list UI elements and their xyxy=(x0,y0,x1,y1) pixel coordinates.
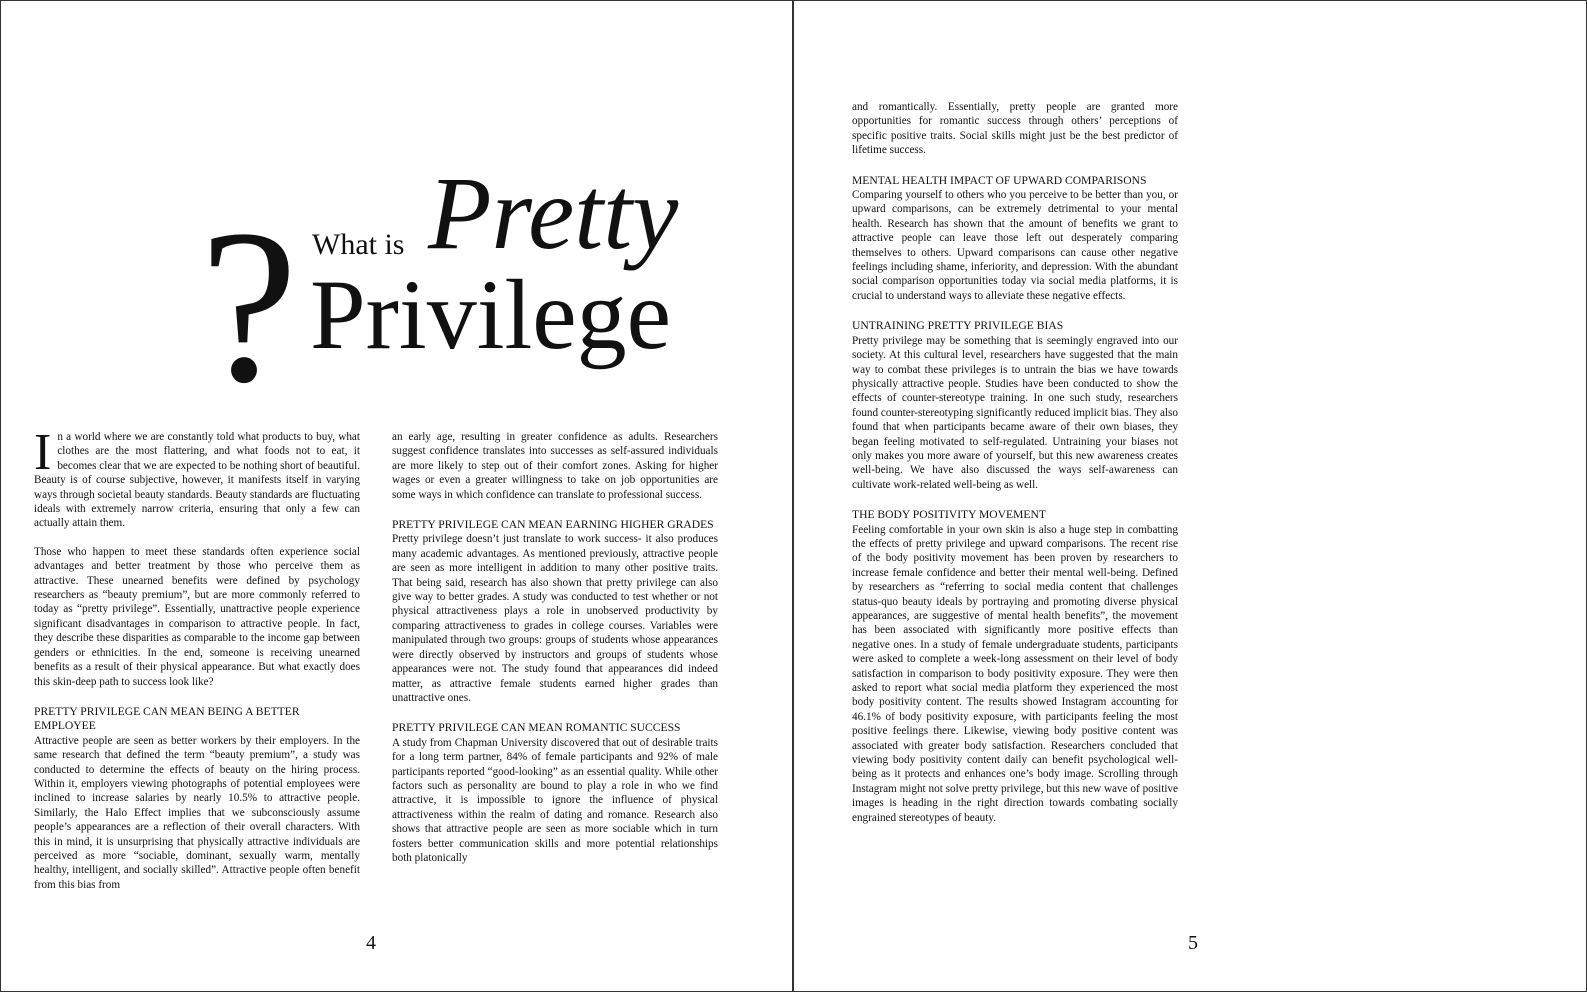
body-romantic-success: A study from Chapman University discovered that out of desirable traits for a long term partner, 84% of female participants and 92% of male participants reported “good-looking” as an essential quality. While other factors such as personality are bound to play a role in who we find attractive, it is impossible to ignore the influence of physical attractiveness within the realm of dating and romance. Research also shows that attractive people are seen as more sociable which in turn fosters better communication skills and more potential relationships both platonically xyxy=(392,736,718,864)
heading-mental-health: MENTAL HEALTH IMPACT OF UPWARD COMPARISONS xyxy=(852,173,1147,187)
body-better-employee: Attractive people are seen as better workers by their employers. In the same research that defined the term “beauty premium”, a study was conducted to determine the effects of beauty on the hiring process. Within it, employers viewing photographs of potential employees were inclined to increase salaries by nearly 10.5% to attractive people. Similarly, the Halo Effect implies that we subconsciously assume people’s appearances are a reflection of their overall characters. With this in mind, it is unsurprising that physically attractive individuals are perceived as more “sociable, dominant, sexually warm, mentally healthy, intelligent, and socially skilled”. Attractive people often benefit from this bias from xyxy=(34,734,360,891)
continuation-romantic: and romantically. Essentially, pretty people are granted more opportunities for romantic success through others’ perceptions of specific positive traits. Social skills might just be the best predictor of lifetime success. xyxy=(852,101,1178,157)
page-number-left: 4 xyxy=(366,932,376,954)
title-privilege: Privilege xyxy=(310,259,672,370)
drop-cap: I xyxy=(34,424,52,481)
heading-untraining-bias: UNTRAINING PRETTY PRIVILEGE BIAS xyxy=(852,319,1064,333)
heading-better-employee: PRETTY PRIVILEGE CAN MEAN BEING A BETTER EMPLOYEE xyxy=(34,704,300,733)
left-column-2 xyxy=(392,430,718,865)
continuation-confidence: an early age, resulting in greater confidence as adults. Researchers suggest confidence translates into successes as self-assured individuals are more likely to step out of their comfort zones. Asking for higher wages or even a greater willingness to take on job opportunities are some ways in which confidence can translate to professional success. xyxy=(392,431,718,501)
body-body-positivity: Feeling comfortable in your own skin is also a huge step in combatting the effects of pretty privilege and upward comparisons. The recent rise of the body positivity movement has been proven by researchers to increase female confidence and better their mental well-being. Defined by researchers as “referring to social media content that challenges status-quo beauty ideals by portraying and promoting diverse physical appearances, are suggestive of mental health benefits”, the movement has been associated with significantly more positive effects than negative ones. In a study of female undergraduate students, participants were asked to complete a week-long assessment on their level of body satisfaction in comparison to body positivity exposure. They were then asked to report what social media platform they experienced the most body positivity content. The results showed Instagram accounting for 46.1% of body positivity exposure, with participants feeling the most positive feelings there. Likewise, viewing body positive content was associated with greater body satisfaction. Researchers concluded that viewing body positivity content daily can benefit psychological well-being as it protects and enhances one’s body image. Scrolling through Instagram might not solve pretty privilege, but this new wave of positive images is heading in the right direction towards combating socially engrained stereotypes of beauty. xyxy=(852,523,1178,824)
body-untraining-bias: Pretty privilege may be something that is seemingly engraved into our society. At this cultural level, researchers have suggested that the main way to combat these privileges is to untrain the bias we have towards physically attractive people. Studies have been conducted to show the effects of counter-stereotype training. In one such study, researchers found counter-stereotyping significantly reduced implicit bias. They also found that when participants became aware of their own biases, they began feeling motivated to self-regulated. Untraining your biases not only makes you more aware of yourself, but this new awareness creates well-being. We have also discussed the ways self-awareness can cultivate work-related well-being as well. xyxy=(852,334,1178,491)
intro-text-1: n a world where we are constantly told what products to buy, what clothes are the most flattering, and what foods not to eat, it becomes clear that we are expected to be nothing short of beautiful. Beauty is of course subjective, however, it manifests itself in varying ways through societal beauty standards. Beauty standards are fluctuating ideals with extremely narrow criteria, ensuring that only a few can actually attain them. xyxy=(34,431,360,530)
heading-higher-grades: PRETTY PRIVILEGE CAN MEAN EARNING HIGHER GRADES xyxy=(392,518,714,532)
question-mark: ? xyxy=(200,184,298,428)
title-what-is: What is xyxy=(312,228,405,261)
intro-paragraph-2: Those who happen to meet these standards often experience social advantages and better treatment by those who perceive them as attractive. These unearned benefits were defined by psychology researchers as “beauty premium”, but are more commonly referred to today as “pretty privilege”. Essentially, unattractive people experience significant disadvantages in comparison to attractive people. In fact, they describe these disparities as comparable to the income gap between genders or ethnicities. In the end, someone is receiving unearned benefits as a result of their physical appearance. But what exactly does this skin-deep path to success look like? xyxy=(34,545,360,688)
intro-paragraph-1 xyxy=(34,424,360,531)
right-column xyxy=(852,100,1178,825)
heading-body-positivity: THE BODY POSITIVITY MOVEMENT xyxy=(852,508,1046,522)
body-higher-grades: Pretty privilege doesn’t just translate to work success- it also produces many academic advantages. As mentioned previously, attractive people are seen as more intelligent in addition to many other positive traits. That being said, research has also shown that pretty privilege can also give way to better grades. A study was conducted to test whether or not physical attractiveness plays a role in unobserved productivity by comparing attractiveness to grades in college courses. Variables were manipulated through two groups: groups of students whose appearances were directly observed by instructors and groups of students whose appearances were not. The study found that appearances did indeed matter, as attractive female students earned higher grades than unattractive ones. xyxy=(392,533,718,704)
title-pretty: Pretty xyxy=(428,156,679,271)
heading-romantic-success: PRETTY PRIVILEGE CAN MEAN ROMANTIC SUCCESS xyxy=(392,721,681,735)
page-number-right: 5 xyxy=(1188,932,1198,954)
page-spine xyxy=(792,0,794,992)
left-column-1 xyxy=(34,424,360,892)
body-mental-health: Comparing yourself to others who you perceive to be better than you, or upward comparisons, can be extremely detrimental to your mental health. Research has shown that the amount of benefits we grant to attractive people can leave those left out desperately comparing themselves to others. Upward comparisons can cause other negative feelings including shame, inferiority, and depression. With the abundant social comparison opportunities today via social media platforms, it is crucial to understand ways to alleviate these negative effects. xyxy=(852,189,1178,302)
